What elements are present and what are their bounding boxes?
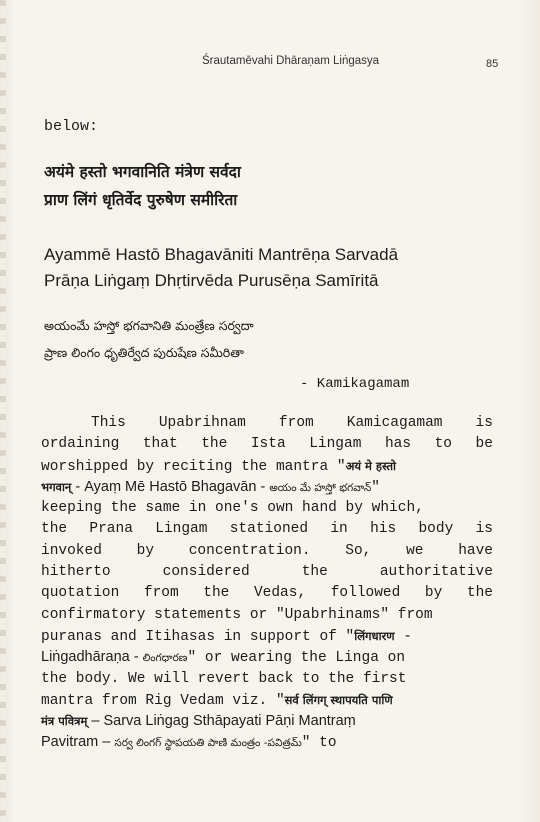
para-line-6: the Prana Lingam stationed in his body is <box>41 521 493 538</box>
para-line-16: Pavitram – సర్వ లింగగ్ స్థాపయతి పాణి మంత్రం -పవిత్రమ్" to <box>41 734 337 752</box>
verse-devanagari-line-2: प्राण लिंगं धृतिर्वेद पुरुषेण समीरिता <box>44 191 238 209</box>
page-number: 85 <box>486 58 499 70</box>
para-line-1: This Upabrihnam from Kamicagamam is <box>91 415 493 431</box>
para-line-9: quotation from the Vedas, followed by the <box>41 585 493 602</box>
para-line-2: ordaining that the Ista Lingam has to be <box>41 436 493 453</box>
verse-source: - Kamikagamam <box>300 376 410 392</box>
para-line-7: invoked by concentration. So, we have <box>41 542 493 559</box>
para-line-10: confirmatory statements or "Upabrhinams" from <box>41 606 433 623</box>
binding-edge <box>0 0 6 822</box>
verse-devanagari-line-1: अयंमे हस्तो भगवानिति मंत्रेण सर्वदा <box>44 163 241 181</box>
para-line-5: keeping the same in one's own hand by which, <box>41 500 424 517</box>
verse-roman-line-1: Ayammē Hastō Bhagavāniti Mantrēṇa Sarvadā <box>44 245 399 264</box>
verse-roman-line-2: Prāṇa Liṅgaṃ Dhṛtirvēda Purusēṇa Samīritā <box>44 271 379 290</box>
para-line-15: मंत्र पवित्रम् – Sarva Liṅgag Sthāpayati Pāṇi Mantraṃ <box>41 713 356 730</box>
body-paragraph <box>41 413 493 754</box>
running-header: Śrautamēvahi Dhāraṇam Liṅgasya <box>202 55 380 67</box>
para-line-12: Liṅgadhāraṇa - లింగధారణ" or wearing the Linga on <box>41 649 406 667</box>
para-line-11: puranas and Itihasas in support of "लिंगधारण - <box>41 628 412 645</box>
para-line-8: hitherto considered the authoritative <box>41 564 493 581</box>
para-line-4: भगवान् - Ayaṃ Mē Hastō Bhagavān - అయం మే హస్తో భగవాన్" <box>41 478 380 496</box>
para-line-3: worshipped by reciting the mantra "अयं मे हस्तो <box>41 458 397 475</box>
verse-telugu-line-2: ప్రాణ లింగం ధృతిర్వేద పురుషేణ సమీరితా <box>44 345 244 360</box>
verse-telugu-line-1: అయంమే హస్తో భగవానితి మంత్రేణ సర్వదా <box>44 318 254 333</box>
para-line-13: the body. We will revert back to the first <box>41 670 407 687</box>
intro-text: below: <box>44 118 99 135</box>
para-line-14: mantra from Rig Vedam viz. "सर्व लिंगग् स्थापयति पाणि <box>41 692 393 709</box>
